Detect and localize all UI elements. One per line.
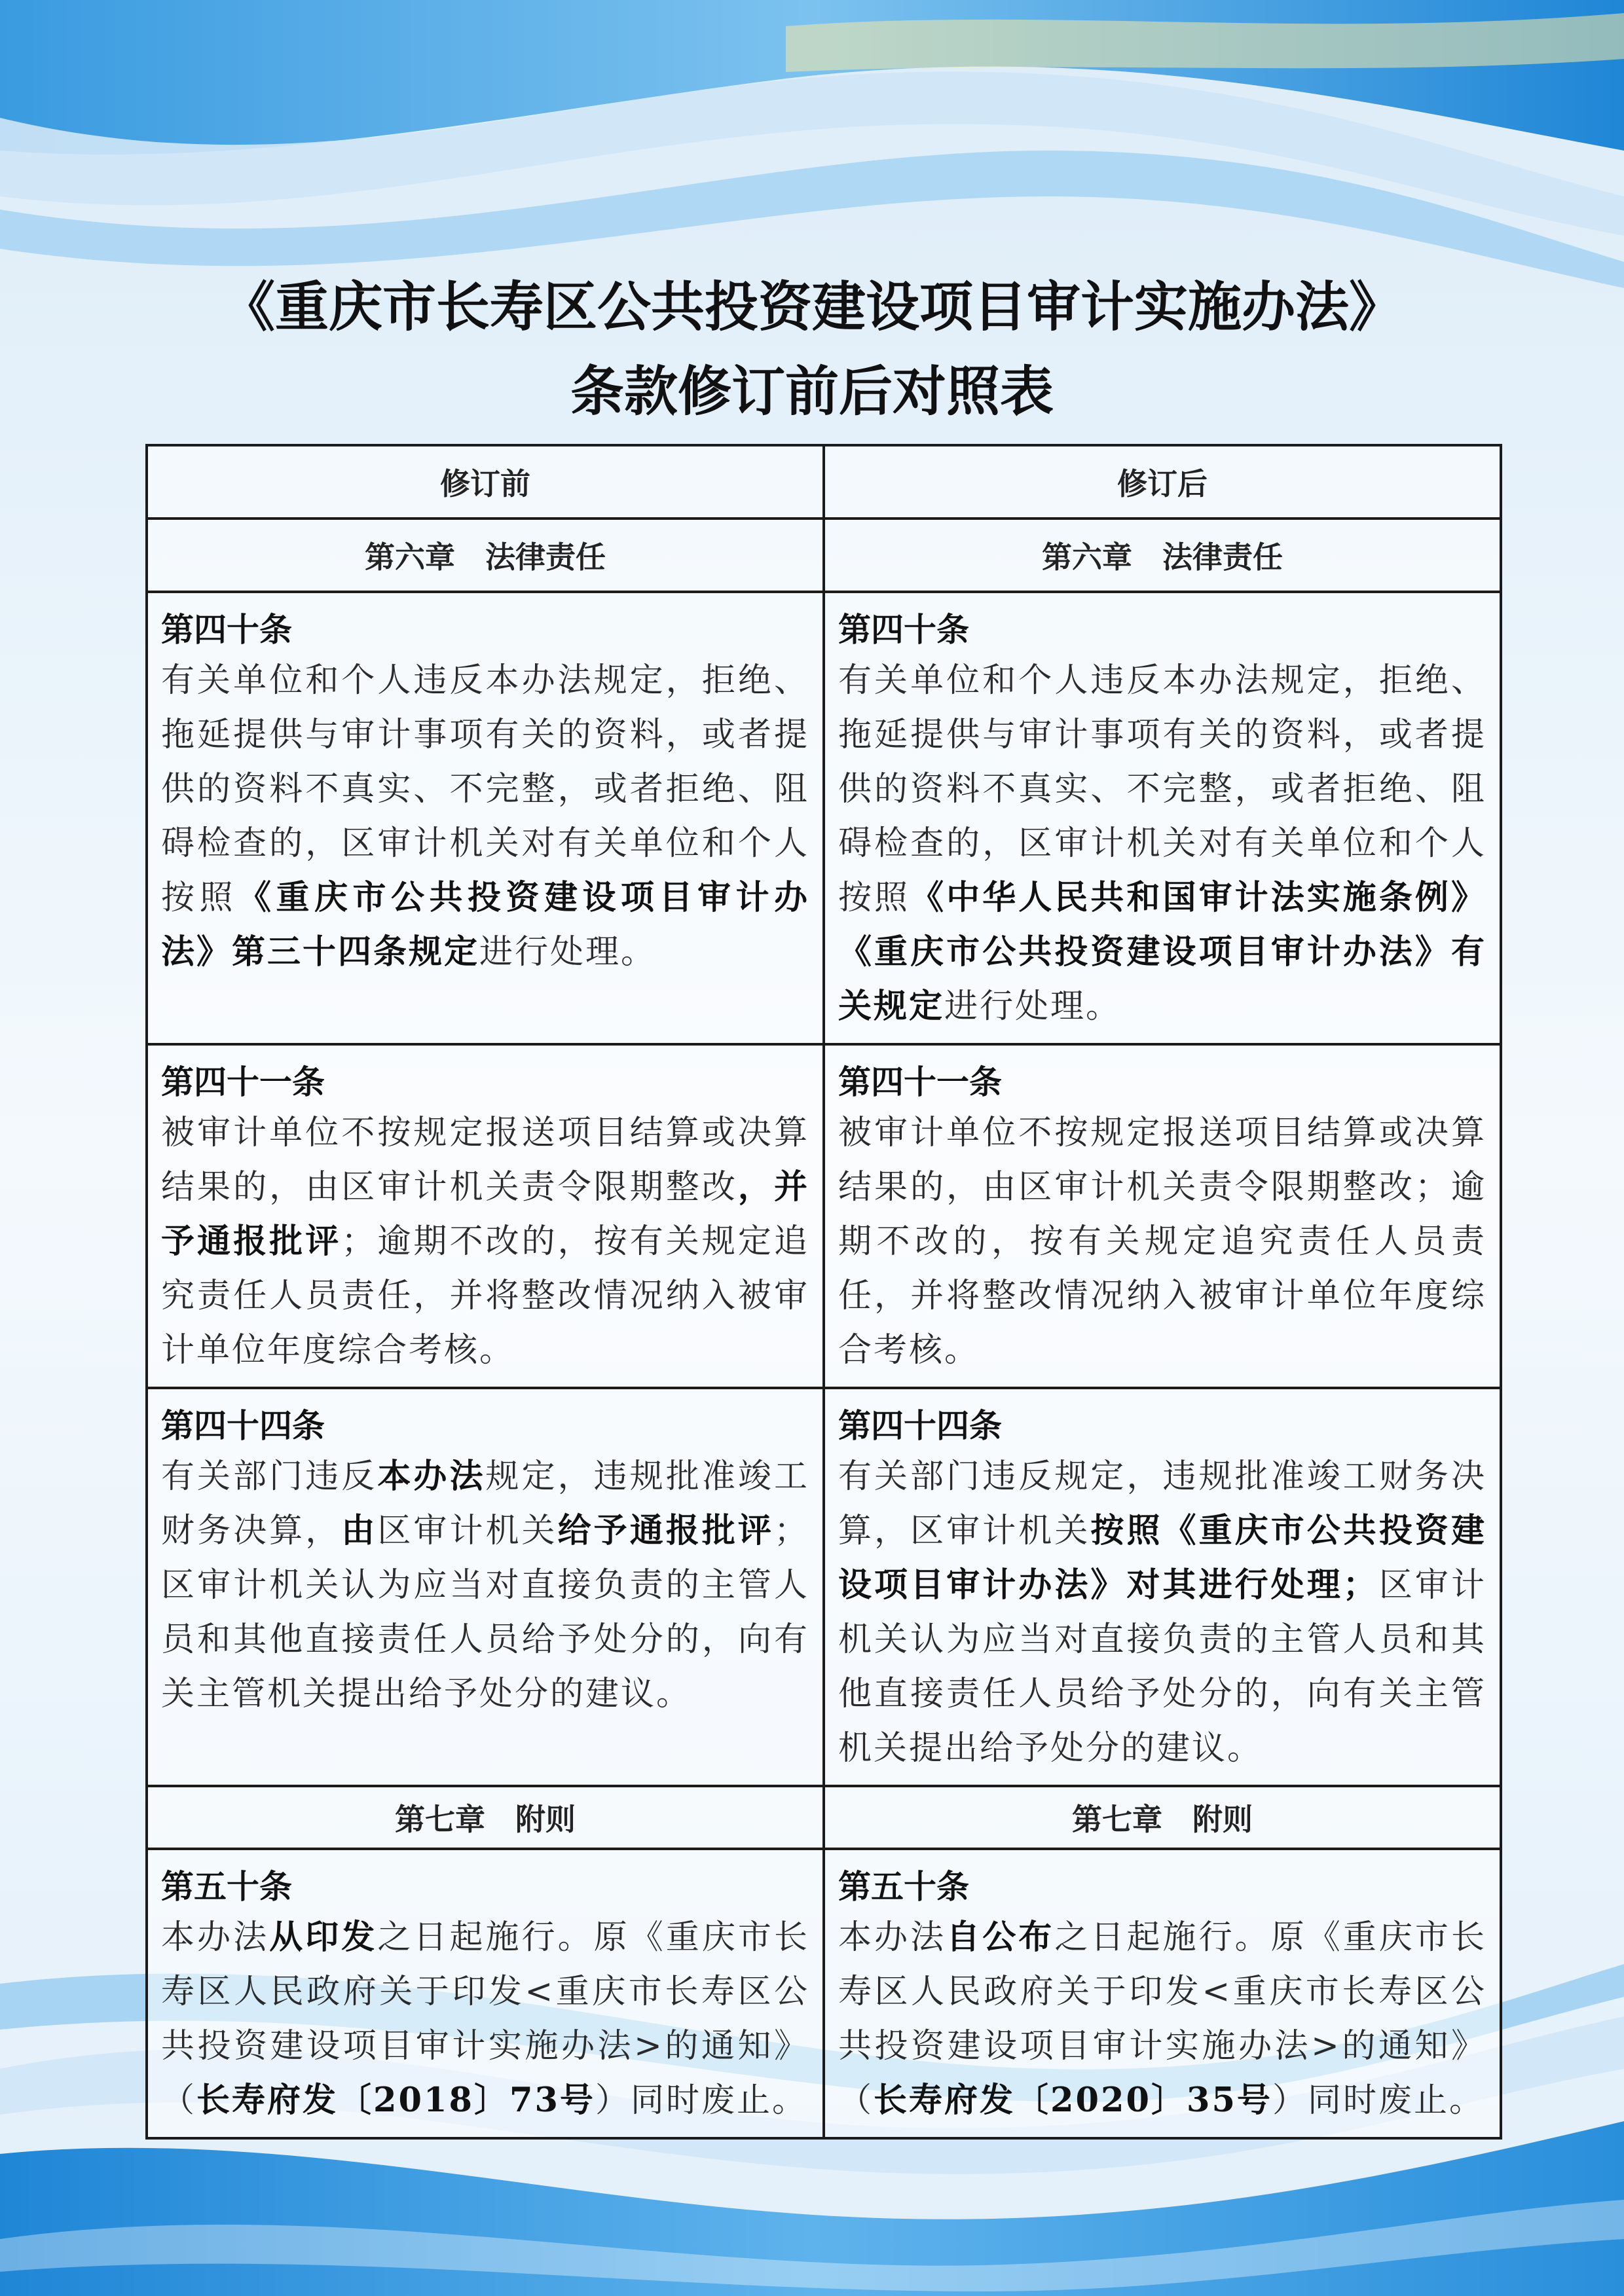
text-segment: 进行处理。 xyxy=(944,987,1122,1026)
text-segment: 本办法 xyxy=(838,1918,947,1957)
revised-text: 按照《重庆市公共投资建设项目审计办法》对其进行处理； xyxy=(838,1511,1486,1605)
text-segment: 有关部门违反 xyxy=(161,1457,378,1496)
revised-text: 给予通报批评 xyxy=(557,1511,774,1550)
article-number: 第四十四条 xyxy=(838,1407,1002,1445)
article-text xyxy=(161,1449,809,1721)
table-row xyxy=(147,1388,1501,1786)
article-number: 第五十条 xyxy=(161,1868,292,1906)
text-segment: ）同时废止。 xyxy=(595,2081,807,2120)
text-segment: 区审计机关 xyxy=(377,1512,558,1550)
text-segment: 有关单位和个人违反本办法规定，拒绝、拖延提供与审计事项有关的资料，或者提供的资料不真实、不完整，或者拒绝、阻碍检查的，区审计机关对有关单位和个人按照 xyxy=(838,661,1486,917)
revised-text: 《重庆市公共投资建设项目审计办法》第三十四条规定 xyxy=(161,878,809,972)
revised-text: 由 xyxy=(341,1511,378,1550)
article-number: 第四十条 xyxy=(161,611,292,649)
chapter-heading-after: 第七章 附则 xyxy=(824,1786,1501,1849)
article-cell-before xyxy=(147,1388,824,1786)
text-segment: ；逾期不改的，按有关规定追究责任人员责任，并将整改情况纳入被审计单位年度综合考核。 xyxy=(161,1222,809,1370)
revised-text: 《中华人民共和国审计法实施条例》《重庆市公共投资建设项目审计办法》有关规定 xyxy=(838,878,1486,1026)
chapter-row xyxy=(147,1786,1501,1849)
chapter-heading-before: 第七章 附则 xyxy=(147,1786,824,1849)
table-row xyxy=(147,1849,1501,2138)
table-header-row xyxy=(147,445,1501,519)
text-segment: 区审计机关认为应当对直接负责的主管人员和其他直接责任人员给予处分的，向有关主管机关提出给予处分的建议。 xyxy=(838,1566,1486,1768)
article-text xyxy=(838,1449,1486,1776)
text-segment: 有关部门违反规定，违规批准竣工财务决算，区审计机关 xyxy=(838,1457,1486,1550)
article-cell-after xyxy=(824,1388,1501,1786)
revised-text: 长寿府发〔2018〕73号 xyxy=(196,2081,595,2120)
header-before: 修订前 xyxy=(147,445,824,519)
article-cell-before xyxy=(147,1849,824,2138)
text-segment: 被审计单位不按规定报送项目结算或决算结果的，由区审计机关责令限期整改 xyxy=(161,1114,809,1207)
comparison-table xyxy=(145,444,1502,2140)
table-row xyxy=(147,592,1501,1044)
text-segment: 之日起施行。原《重庆市长寿区人民政府关于印发<重庆市长寿区公共投资建设项目审计实施办法>的通知》（ xyxy=(838,1918,1486,2120)
article-cell-after xyxy=(824,592,1501,1044)
article-text xyxy=(838,1106,1486,1377)
chapter-heading-before: 第六章 法律责任 xyxy=(147,519,824,592)
text-segment: 有关单位和个人违反本办法规定，拒绝、拖延提供与审计事项有关的资料，或者提供的资料不真实、不完整，或者拒绝、阻碍检查的，区审计机关对有关单位和个人按照 xyxy=(161,661,809,917)
article-text xyxy=(838,653,1486,1034)
article-number: 第四十一条 xyxy=(161,1063,325,1101)
article-text xyxy=(161,1106,809,1377)
revised-text: ，并予通报批评 xyxy=(161,1167,809,1261)
document-title-line1: 《重庆市长寿区公共投资建设项目审计实施办法》 xyxy=(221,276,1403,338)
article-cell-before xyxy=(147,1044,824,1388)
text-segment: ）同时废止。 xyxy=(1272,2081,1485,2120)
text-segment: 规定，违规批准竣工财务决算， xyxy=(161,1457,809,1550)
document-title-line2: 条款修订前后对照表 xyxy=(570,360,1054,423)
text-segment: 之日起施行。原《重庆市长寿区人民政府关于印发<重庆市长寿区公共投资建设项目审计实施办法>的通知》（ xyxy=(161,1918,809,2120)
revised-text: 本办法 xyxy=(377,1457,486,1496)
text-segment: ；区审计机关认为应当对直接负责的主管人员和其他直接责任人员给予处分的，向有关主管机关提出给予处分的建议。 xyxy=(161,1512,809,1713)
article-number: 第五十条 xyxy=(838,1868,969,1906)
article-cell-before xyxy=(147,592,824,1044)
revised-text: 从印发 xyxy=(269,1918,378,1957)
text-segment: 本办法 xyxy=(161,1918,270,1957)
article-number: 第四十条 xyxy=(838,611,969,649)
article-text xyxy=(161,653,809,979)
chapter-heading-after: 第六章 法律责任 xyxy=(824,519,1501,592)
article-text xyxy=(161,1910,809,2128)
header-after: 修订后 xyxy=(824,445,1501,519)
revised-text: 长寿府发〔2020〕35号 xyxy=(874,2081,1272,2120)
article-cell-after xyxy=(824,1849,1501,2138)
text-segment: 进行处理。 xyxy=(479,933,657,972)
article-number: 第四十四条 xyxy=(161,1407,325,1445)
table-row xyxy=(147,1044,1501,1388)
article-text xyxy=(838,1910,1486,2128)
revised-text: 自公布 xyxy=(946,1918,1055,1957)
article-number: 第四十一条 xyxy=(838,1063,1002,1101)
article-cell-after xyxy=(824,1044,1501,1388)
chapter-row xyxy=(147,519,1501,592)
text-segment: 被审计单位不按规定报送项目结算或决算结果的，由区审计机关责令限期整改；逾期不改的，按有关规定追究责任人员责任，并将整改情况纳入被审计单位年度综合考核。 xyxy=(838,1114,1486,1370)
